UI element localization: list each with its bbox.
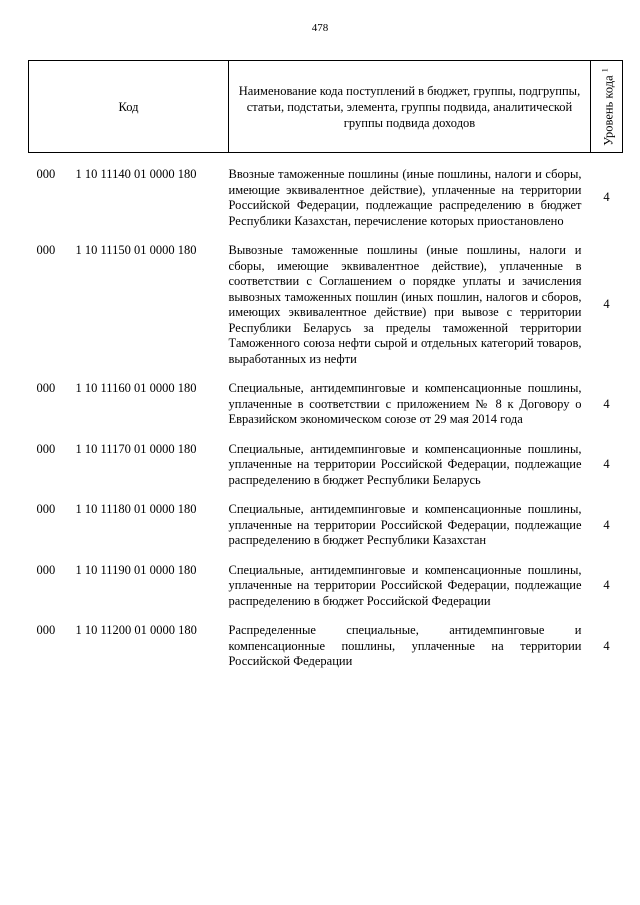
column-header-name: Наименование кода поступлений в бюджет, группы, подгруппы, статьи, подстатьи, элемента, группы подвида, аналитической группы подвида доходов xyxy=(229,61,591,153)
table-header-row xyxy=(29,61,623,153)
admin-code: 000 xyxy=(36,243,56,257)
table-row xyxy=(29,442,623,489)
admin-code: 000 xyxy=(36,562,56,577)
code-cell xyxy=(29,563,229,610)
revenue-code: 1 10 11150 01 0000 180 xyxy=(75,243,197,257)
revenue-code: 1 10 11140 01 0000 180 xyxy=(75,167,197,181)
revenue-code: 1 10 11200 01 0000 180 xyxy=(75,623,197,637)
code-description: Специальные, антидемпинговые и компенсационные пошлины, уплаченные на территории Российской Федерации, подлежащие распределению в бюджет Республики Казахстан xyxy=(228,502,582,547)
code-description: Распределенные специальные, антидемпинговые и компенсационные пошлины, уплаченные на территории Российской Федерации xyxy=(228,623,582,668)
revenue-codes-table xyxy=(28,60,623,670)
admin-code: 000 xyxy=(36,502,56,516)
admin-code: 000 xyxy=(36,623,56,637)
code-level: 4 xyxy=(603,578,610,592)
code-cell xyxy=(29,442,229,489)
revenue-code: 1 10 11170 01 0000 180 xyxy=(75,441,197,456)
code-level: 4 xyxy=(603,297,610,312)
code-cell xyxy=(29,623,229,670)
code-cell xyxy=(29,243,229,367)
table-row xyxy=(29,243,623,367)
code-description: Вывозные таможенные пошлины (иные пошлины, налоги и сборы, имеющие эквивалентное действие), уплаченные в соответствии с Соглашением о порядке уплаты и зачисления вывозных таможенных пошлин (иных пошлин, налогов и сборов, имеющих эквивалентное действие) при вывозе с территории Республики Беларусь за пределы таможенной территории Таможенного союза нефти сырой и отдельных категорий товаров, выработанных из нефти xyxy=(228,243,582,366)
admin-code: 000 xyxy=(36,381,56,395)
code-level: 4 xyxy=(603,190,610,205)
table-row xyxy=(29,502,623,549)
code-cell xyxy=(29,381,229,428)
code-cell xyxy=(29,502,229,549)
code-description: Специальные, антидемпинговые и компенсационные пошлины, уплаченные на территории Российской Федерации, подлежащие распределению в бюджет Российской Федерации xyxy=(228,562,582,608)
code-description: Специальные, антидемпинговые и компенсационные пошлины, уплаченные в соответствии с приложением № 8 к Договору о Евразийском экономическом союзе от 29 мая 2014 года xyxy=(228,381,582,426)
revenue-code: 1 10 11160 01 0000 180 xyxy=(75,381,197,395)
code-level: 4 xyxy=(603,396,610,411)
code-level: 4 xyxy=(603,638,610,653)
code-description: Специальные, антидемпинговые и компенсационные пошлины, уплаченные на территории Российской Федерации, подлежащие распределению в бюджет Республики Беларусь xyxy=(228,441,582,487)
table-row xyxy=(29,563,623,610)
revenue-code: 1 10 11190 01 0000 180 xyxy=(75,562,197,577)
code-cell xyxy=(29,167,229,229)
page-number: 478 xyxy=(311,22,329,34)
level-header-text: Уровень кода xyxy=(601,74,616,146)
table-row xyxy=(29,167,623,229)
admin-code: 000 xyxy=(36,441,56,456)
code-description: Ввозные таможенные пошлины (иные пошлины, налоги и сборы, имеющие эквивалентное действие), уплаченные на территории Российской Федерации, подлежащие распределению в бюджет Республики Казахстан, перечисление которых приостановлено xyxy=(228,167,582,228)
code-level: 4 xyxy=(603,517,610,532)
level-footnote-marker: 1 xyxy=(599,67,609,72)
revenue-code: 1 10 11180 01 0000 180 xyxy=(75,502,197,516)
column-header-level xyxy=(591,61,623,153)
table-row xyxy=(29,623,623,670)
code-level: 4 xyxy=(603,457,610,471)
column-header-code: Код xyxy=(29,61,229,153)
admin-code: 000 xyxy=(36,167,56,181)
table-row xyxy=(29,381,623,428)
